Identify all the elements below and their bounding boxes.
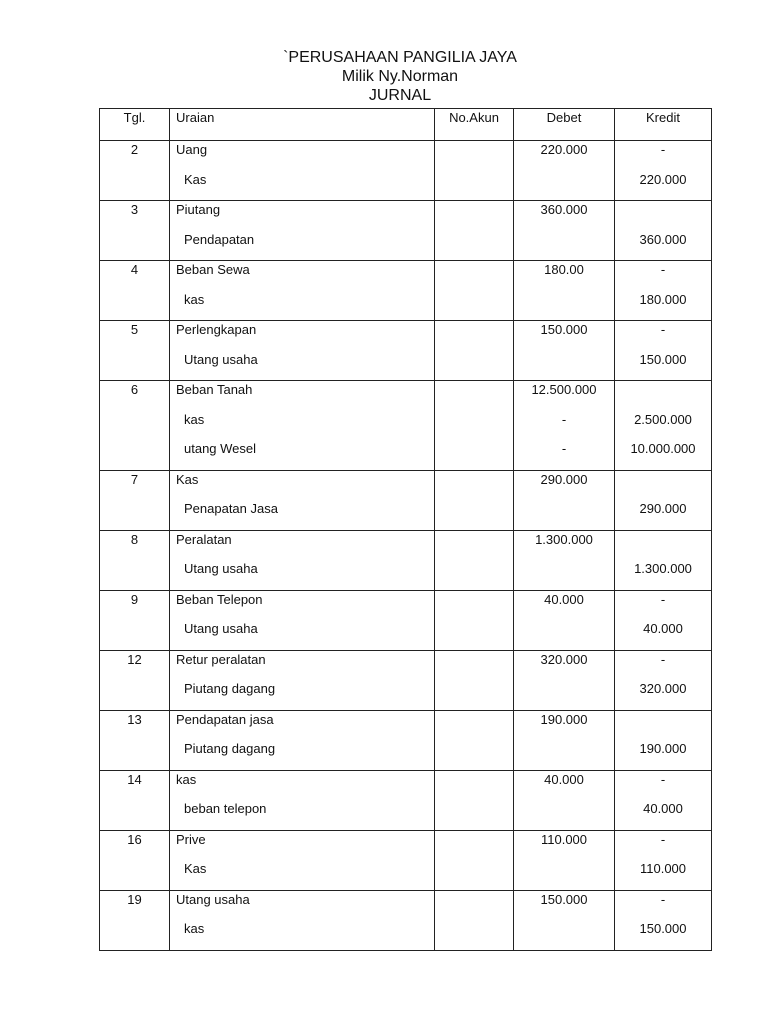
entry-account (435, 650, 514, 710)
entry-credit (615, 650, 712, 710)
journal-title: JURNAL (368, 87, 432, 104)
entry-date (100, 770, 170, 830)
debit-amount (514, 291, 614, 321)
entry-date-text: 12 (127, 651, 142, 667)
entry-date-text: 19 (127, 891, 142, 907)
credit-amount: 220.000 (639, 171, 687, 187)
entry-account (435, 321, 514, 381)
entry-date (100, 590, 170, 650)
credit-amount: 110.000 (639, 861, 687, 876)
credit-amount: 10.000.000 (630, 441, 696, 456)
table-row (100, 141, 712, 201)
entry-debit (514, 650, 615, 710)
entry-description (170, 890, 435, 950)
table-row (100, 890, 712, 950)
debit-amount (514, 351, 614, 381)
credit-amount: 320.000 (639, 681, 687, 696)
entry-credit (615, 201, 712, 261)
entry-account (435, 141, 514, 201)
entry-description (170, 321, 435, 381)
credit-amount: - (660, 142, 666, 157)
debit-amount: 190.000 (540, 711, 588, 727)
header-credit: Kredit (615, 109, 712, 141)
credit-account-name: Piutang dagang (184, 681, 276, 696)
credit-amount: - (660, 651, 666, 667)
debit-amount (514, 740, 614, 770)
entry-account (435, 710, 514, 770)
header-date: Tgl. (100, 109, 170, 141)
credit-account-name: Utang usaha (184, 351, 258, 367)
entry-debit (514, 710, 615, 770)
credit-amount: 1.300.000 (634, 561, 692, 576)
debit-account-name: Pendapatan jasa (176, 711, 274, 727)
credit-account-name: Kas (184, 861, 207, 876)
entry-date (100, 261, 170, 321)
credit-amount: 180.000 (639, 291, 687, 307)
debit-amount (514, 171, 614, 201)
entry-date (100, 710, 170, 770)
credit-amount (615, 471, 711, 501)
entry-account (435, 890, 514, 950)
credit-account-name: kas (184, 921, 205, 936)
debit-account-name: Peralatan (176, 531, 232, 547)
entry-credit (615, 261, 712, 321)
entry-debit (514, 530, 615, 590)
credit-account-name: beban telepon (184, 801, 267, 816)
credit-amount: 150.000 (639, 921, 687, 936)
entry-description (170, 470, 435, 530)
table-row (100, 321, 712, 381)
table-row (100, 201, 712, 261)
debit-amount: 150.000 (540, 322, 588, 337)
entry-debit (514, 890, 615, 950)
entry-date-text: 9 (130, 591, 139, 607)
debit-amount: 40.000 (544, 591, 584, 607)
entry-credit (615, 830, 712, 890)
table-row (100, 650, 712, 710)
entry-debit (514, 590, 615, 650)
debit-amount: - (561, 441, 567, 456)
debit-amount (514, 860, 614, 890)
credit-amount: 2.500.000 (634, 411, 692, 427)
entry-date (100, 381, 170, 471)
entry-credit (615, 470, 712, 530)
entry-debit (514, 261, 615, 321)
credit-amount: - (660, 262, 666, 277)
debit-account-name: Piutang (176, 202, 221, 217)
entry-date-text: 2 (130, 142, 139, 157)
entry-date (100, 650, 170, 710)
table-row (100, 770, 712, 830)
debit-amount: 360.000 (540, 202, 588, 217)
entry-debit (514, 770, 615, 830)
entry-debit (514, 830, 615, 890)
header-description: Uraian (170, 109, 435, 141)
entry-description (170, 261, 435, 321)
header-debit: Debet (514, 109, 615, 141)
debit-amount (514, 231, 614, 261)
debit-account-name: Beban Tanah (176, 382, 253, 397)
entry-account (435, 381, 514, 471)
credit-amount: - (660, 891, 666, 907)
table-row (100, 261, 712, 321)
table-row (100, 710, 712, 770)
debit-amount: 110.000 (540, 831, 588, 847)
entry-credit (615, 710, 712, 770)
entry-credit (615, 590, 712, 650)
debit-amount: - (561, 411, 567, 427)
debit-amount: 150.000 (540, 891, 588, 907)
entry-date (100, 830, 170, 890)
table-row (100, 830, 712, 890)
entry-description (170, 770, 435, 830)
debit-amount (514, 680, 614, 710)
entry-date-text: 16 (127, 831, 142, 847)
table-row (100, 381, 712, 471)
entry-debit (514, 141, 615, 201)
credit-amount: - (660, 831, 666, 847)
credit-account-name: Utang usaha (184, 561, 258, 576)
debit-account-name: kas (176, 771, 197, 787)
credit-account-name: utang Wesel (184, 441, 257, 456)
owner-name: Milik Ny.Norman (341, 68, 459, 85)
credit-amount: 40.000 (643, 621, 683, 636)
debit-account-name: Kas (176, 471, 199, 487)
debit-account-name: Prive (176, 831, 206, 847)
entry-debit (514, 201, 615, 261)
entry-description (170, 650, 435, 710)
entry-date (100, 890, 170, 950)
entry-date-text: 5 (130, 322, 139, 337)
credit-amount (615, 531, 711, 561)
entry-date (100, 141, 170, 201)
entry-date-text: 7 (130, 471, 139, 487)
entry-account (435, 201, 514, 261)
entry-credit (615, 530, 712, 590)
debit-amount: 320.000 (540, 651, 588, 667)
debit-amount: 220.000 (540, 142, 588, 157)
entry-account (435, 470, 514, 530)
credit-account-name: Piutang dagang (184, 741, 276, 756)
entry-date (100, 321, 170, 381)
credit-amount: 290.000 (639, 501, 687, 516)
credit-amount: 40.000 (643, 801, 683, 816)
credit-amount: - (660, 771, 666, 787)
entry-description (170, 830, 435, 890)
debit-amount: 1.300.000 (535, 531, 593, 547)
debit-account-name: Uang (176, 142, 208, 157)
credit-account-name: Pendapatan (184, 231, 255, 247)
credit-account-name: Utang usaha (184, 621, 258, 636)
credit-amount: 190.000 (639, 741, 687, 756)
entry-debit (514, 381, 615, 471)
credit-amount: 150.000 (639, 351, 687, 367)
debit-amount (514, 500, 614, 530)
entry-credit (615, 321, 712, 381)
entry-description (170, 710, 435, 770)
entry-date-text: 14 (127, 771, 142, 787)
entry-credit (615, 381, 712, 471)
company-name: `PERUSAHAAN PANGILIA JAYA (283, 49, 517, 66)
debit-amount (514, 920, 614, 950)
debit-account-name: Perlengkapan (176, 322, 257, 337)
entry-account (435, 590, 514, 650)
entry-credit (615, 890, 712, 950)
document-header (0, 48, 768, 105)
entry-account (435, 261, 514, 321)
credit-account-name: kas (184, 411, 205, 427)
debit-amount (514, 800, 614, 830)
entry-debit (514, 321, 615, 381)
debit-account-name: Beban Sewa (176, 262, 250, 277)
entry-description (170, 141, 435, 201)
entry-debit (514, 470, 615, 530)
debit-amount (514, 560, 614, 590)
debit-account-name: Retur peralatan (176, 651, 266, 667)
entry-date (100, 530, 170, 590)
credit-amount (615, 201, 711, 231)
credit-account-name: kas (184, 291, 205, 307)
entry-description (170, 201, 435, 261)
entry-credit (615, 770, 712, 830)
journal-body (100, 141, 712, 951)
table-header-row (100, 109, 712, 141)
entry-credit (615, 141, 712, 201)
entry-account (435, 530, 514, 590)
credit-account-name: Kas (184, 171, 207, 187)
entry-date-text: 13 (127, 711, 142, 727)
entry-description (170, 590, 435, 650)
debit-account-name: Utang usaha (176, 891, 250, 907)
credit-amount: - (660, 591, 666, 607)
journal-table (99, 108, 712, 951)
debit-amount: 290.000 (540, 471, 588, 487)
credit-amount (615, 711, 711, 741)
debit-amount: 12.500.000 (531, 382, 597, 397)
debit-amount: 40.000 (544, 771, 584, 787)
table-row (100, 590, 712, 650)
credit-account-name: Penapatan Jasa (184, 501, 278, 516)
header-account: No.Akun (435, 109, 514, 141)
debit-amount (514, 620, 614, 650)
entry-date-text: 3 (130, 202, 139, 217)
table-row (100, 470, 712, 530)
credit-amount: - (660, 322, 666, 337)
debit-account-name: Beban Telepon (176, 591, 263, 607)
entry-description (170, 381, 435, 471)
entry-date (100, 201, 170, 261)
entry-date-text: 4 (130, 262, 139, 277)
entry-description (170, 530, 435, 590)
entry-account (435, 830, 514, 890)
credit-amount: 360.000 (639, 231, 687, 247)
entry-date-text: 8 (130, 531, 139, 547)
entry-account (435, 770, 514, 830)
debit-amount: 180.00 (544, 262, 584, 277)
credit-amount (615, 381, 711, 411)
entry-date (100, 470, 170, 530)
entry-date-text: 6 (130, 382, 139, 397)
table-row (100, 530, 712, 590)
